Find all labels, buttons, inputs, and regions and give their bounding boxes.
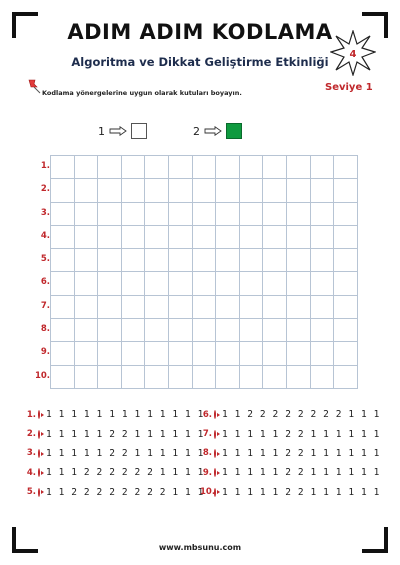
code-line-number: 5. [26, 487, 36, 498]
code-sequence: 1 1 2 2 2 2 2 2 2 2 1 1 1 [46, 486, 204, 498]
grid-cell[interactable] [98, 272, 122, 295]
play-circle-icon [38, 430, 40, 439]
code-sequence: 1 1 1 1 1 2 2 1 1 1 1 1 1 [222, 467, 380, 479]
grid-cell[interactable] [287, 272, 311, 295]
codes-left-column [24, 405, 204, 502]
grid-cell[interactable] [263, 249, 287, 272]
legend-item-2 [193, 123, 242, 139]
grid-row-labels [32, 155, 50, 388]
grid-cell[interactable] [51, 272, 75, 295]
grid-row-label: 4. [40, 230, 50, 241]
grid-cell[interactable] [240, 319, 264, 342]
footer-website: www.mbsunu.com [158, 543, 242, 552]
code-line [24, 424, 204, 443]
page-subtitle: Algoritma ve Dikkat Geliştirme Etkinliği [71, 55, 329, 69]
grid-cell[interactable] [75, 366, 99, 389]
grid-cell[interactable] [51, 319, 75, 342]
grid-cell[interactable] [263, 203, 287, 226]
grid-cell[interactable] [145, 179, 169, 202]
grid-cell[interactable] [169, 366, 193, 389]
grid-cell[interactable] [334, 366, 358, 389]
grid-cell[interactable] [98, 203, 122, 226]
pushpin-icon [26, 78, 42, 94]
grid-cell[interactable] [263, 226, 287, 249]
code-line [200, 483, 380, 502]
grid-cell[interactable] [287, 226, 311, 249]
grid-row-label: 7. [40, 300, 50, 311]
grid-cell[interactable] [311, 179, 335, 202]
grid-cell[interactable] [334, 319, 358, 342]
grid-cell[interactable] [311, 342, 335, 365]
codes-right-column [200, 405, 380, 502]
grid-cell[interactable] [311, 203, 335, 226]
grid-cell[interactable] [193, 226, 217, 249]
grid-cell[interactable] [145, 296, 169, 319]
grid-cell[interactable] [122, 296, 146, 319]
star-burst-badge [330, 30, 376, 76]
grid-cell[interactable] [98, 249, 122, 272]
code-sequence: 1 1 1 1 1 2 2 1 1 1 1 1 1 [222, 486, 380, 498]
grid-cell[interactable] [75, 179, 99, 202]
badge-number: 4 [349, 49, 357, 60]
code-line-number: 10. [200, 487, 216, 498]
play-circle-icon [214, 430, 216, 439]
grid-cell[interactable] [145, 226, 169, 249]
grid-cell[interactable] [334, 179, 358, 202]
grid-cell[interactable] [122, 272, 146, 295]
grid-cell[interactable] [122, 342, 146, 365]
grid-cell[interactable] [240, 342, 264, 365]
grid-cell[interactable] [263, 342, 287, 365]
code-line-number: 7. [202, 429, 212, 440]
code-line-number: 1. [26, 409, 36, 420]
grid-cell[interactable] [216, 319, 240, 342]
grid-cell[interactable] [169, 342, 193, 365]
grid-cell[interactable] [75, 249, 99, 272]
instruction-text: Kodlama yönergelerine uygun olarak kutuları boyayın. [42, 89, 242, 97]
grid-cell[interactable] [263, 319, 287, 342]
grid-cell[interactable] [145, 249, 169, 272]
grid-cell[interactable] [122, 203, 146, 226]
grid-cell[interactable] [263, 296, 287, 319]
grid-cell[interactable] [216, 342, 240, 365]
grid-row-label: 10. [34, 370, 50, 381]
code-line-number: 9. [202, 467, 212, 478]
grid-cell[interactable] [193, 366, 217, 389]
play-circle-icon [38, 410, 40, 419]
grid-cell[interactable] [75, 156, 99, 179]
code-sequence: 1 1 1 1 1 1 1 1 1 1 1 1 1 [46, 409, 204, 421]
code-sequence: 1 1 1 1 1 2 2 1 1 1 1 1 1 [222, 447, 380, 459]
grid-cell[interactable] [122, 366, 146, 389]
grid-cell[interactable] [334, 342, 358, 365]
grid-cell[interactable] [287, 319, 311, 342]
grid-row-label: 9. [40, 347, 50, 358]
grid-cell[interactable] [334, 296, 358, 319]
arrow-right-icon [109, 126, 127, 136]
grid-cell[interactable] [311, 319, 335, 342]
grid-cell[interactable] [240, 249, 264, 272]
grid-cell[interactable] [240, 226, 264, 249]
grid-cell[interactable] [145, 272, 169, 295]
grid-cell[interactable] [287, 366, 311, 389]
grid-cell[interactable] [334, 249, 358, 272]
code-line [200, 424, 380, 443]
grid-cell[interactable] [122, 319, 146, 342]
grid-row-label: 2. [40, 184, 50, 195]
grid-cell[interactable] [193, 179, 217, 202]
code-line [24, 405, 204, 424]
grid-cell[interactable] [75, 342, 99, 365]
grid-cell[interactable] [145, 156, 169, 179]
grid-cell[interactable] [193, 296, 217, 319]
grid-cell[interactable] [51, 296, 75, 319]
coloring-grid [50, 155, 358, 389]
page-title: ADIM ADIM KODLAMA [67, 20, 333, 44]
grid-cell[interactable] [169, 203, 193, 226]
code-sequence: 1 1 1 2 2 2 2 2 2 1 1 1 1 [46, 467, 204, 479]
grid-cell[interactable] [145, 366, 169, 389]
grid-cell[interactable] [311, 272, 335, 295]
legend-item-1 [98, 123, 147, 139]
code-line-number: 6. [202, 409, 212, 420]
grid-cell[interactable] [193, 249, 217, 272]
grid-cell[interactable] [287, 203, 311, 226]
grid-cell[interactable] [240, 156, 264, 179]
code-sequence: 1 1 1 1 1 2 2 1 1 1 1 1 1 [46, 428, 204, 440]
play-circle-icon [38, 488, 40, 497]
grid-cell[interactable] [193, 203, 217, 226]
grid-cell[interactable] [169, 296, 193, 319]
grid-cell[interactable] [145, 342, 169, 365]
grid-cell[interactable] [145, 203, 169, 226]
code-line-number: 2. [26, 429, 36, 440]
grid-cell[interactable] [216, 272, 240, 295]
code-line-number: 3. [26, 448, 36, 459]
grid-cell[interactable] [98, 296, 122, 319]
grid-cell[interactable] [169, 272, 193, 295]
grid-cell[interactable] [263, 366, 287, 389]
grid-cell[interactable] [216, 179, 240, 202]
code-line [200, 463, 380, 482]
grid-cell[interactable] [122, 179, 146, 202]
grid-cell[interactable] [263, 156, 287, 179]
grid-cell[interactable] [98, 366, 122, 389]
level-label: Seviye 1 [325, 82, 373, 93]
grid-row-label: 8. [40, 324, 50, 335]
code-line [200, 444, 380, 463]
grid-cell[interactable] [122, 156, 146, 179]
grid-cell[interactable] [98, 179, 122, 202]
grid-cell[interactable] [98, 319, 122, 342]
code-line-number: 8. [202, 448, 212, 459]
code-line-number: 4. [26, 467, 36, 478]
grid-cell[interactable] [240, 366, 264, 389]
grid-cell[interactable] [98, 156, 122, 179]
grid-cell[interactable] [287, 156, 311, 179]
grid-cell[interactable] [334, 203, 358, 226]
grid-cell[interactable] [169, 179, 193, 202]
grid-cell[interactable] [311, 156, 335, 179]
grid-cell[interactable] [75, 296, 99, 319]
code-sequence: 1 1 1 1 1 2 2 1 1 1 1 1 1 [46, 447, 204, 459]
play-circle-icon [38, 449, 40, 458]
grid-row-label: 6. [40, 277, 50, 288]
legend-swatch-white [131, 123, 147, 139]
grid-cell[interactable] [216, 203, 240, 226]
grid-cell[interactable] [193, 342, 217, 365]
grid-cell[interactable] [98, 226, 122, 249]
grid-cell[interactable] [75, 272, 99, 295]
grid-cell[interactable] [311, 249, 335, 272]
grid-cell[interactable] [263, 272, 287, 295]
play-circle-icon [214, 410, 216, 419]
grid-cell[interactable] [216, 156, 240, 179]
grid-cell[interactable] [287, 342, 311, 365]
play-circle-icon [214, 488, 216, 497]
grid-cell[interactable] [311, 226, 335, 249]
grid-cell[interactable] [216, 249, 240, 272]
play-circle-icon [38, 468, 40, 477]
grid-cell[interactable] [51, 342, 75, 365]
grid-cell[interactable] [51, 179, 75, 202]
code-line [24, 463, 204, 482]
play-circle-icon [214, 468, 216, 477]
grid-row-label: 5. [40, 254, 50, 265]
grid-cell[interactable] [287, 249, 311, 272]
grid-cell[interactable] [240, 272, 264, 295]
grid-cell[interactable] [98, 342, 122, 365]
grid-cell[interactable] [240, 296, 264, 319]
grid-cell[interactable] [75, 203, 99, 226]
grid-cell[interactable] [75, 226, 99, 249]
grid-cell[interactable] [51, 203, 75, 226]
grid-cell[interactable] [240, 203, 264, 226]
code-line [24, 444, 204, 463]
grid-cell[interactable] [311, 366, 335, 389]
grid-cell[interactable] [287, 179, 311, 202]
arrow-right-icon [204, 126, 222, 136]
grid-cell[interactable] [311, 296, 335, 319]
grid-cell[interactable] [216, 226, 240, 249]
legend-swatch-green [226, 123, 242, 139]
grid-cell[interactable] [75, 319, 99, 342]
grid-cell[interactable] [122, 249, 146, 272]
grid-cell[interactable] [51, 249, 75, 272]
legend-number: 2 [193, 124, 200, 138]
play-circle-icon [214, 449, 216, 458]
grid-cell[interactable] [334, 226, 358, 249]
grid-cell[interactable] [216, 296, 240, 319]
grid-cell[interactable] [122, 226, 146, 249]
grid-cell[interactable] [193, 319, 217, 342]
grid-cell[interactable] [51, 156, 75, 179]
grid-cell[interactable] [51, 226, 75, 249]
code-line [24, 483, 204, 502]
grid-cell[interactable] [193, 272, 217, 295]
code-line [200, 405, 380, 424]
legend-number: 1 [98, 124, 105, 138]
grid-cell[interactable] [334, 156, 358, 179]
grid-cell[interactable] [216, 366, 240, 389]
grid-cell[interactable] [145, 319, 169, 342]
grid-cell[interactable] [287, 296, 311, 319]
grid-cell[interactable] [169, 226, 193, 249]
grid-cell[interactable] [193, 156, 217, 179]
grid-cell[interactable] [169, 156, 193, 179]
code-sequence: 1 1 1 1 1 2 2 1 1 1 1 1 1 [222, 428, 380, 440]
code-sequence: 1 1 2 2 2 2 2 2 2 2 1 1 1 [222, 409, 380, 421]
grid-row-label: 1. [40, 161, 50, 171]
grid-cell[interactable] [263, 179, 287, 202]
grid-cell[interactable] [169, 319, 193, 342]
grid-cell[interactable] [334, 272, 358, 295]
grid-row-label: 3. [40, 207, 50, 218]
grid-cell[interactable] [240, 179, 264, 202]
grid-cell[interactable] [51, 366, 75, 389]
grid-cell[interactable] [169, 249, 193, 272]
